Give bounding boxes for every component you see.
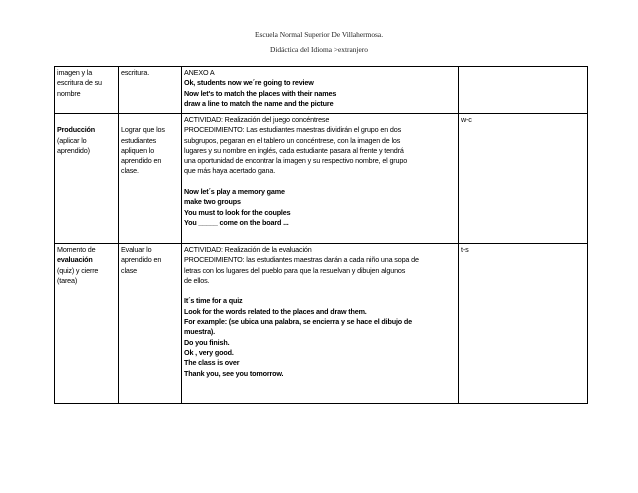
activity-cell: ANEXO A Ok, students now we´re going to review Now let's to match the places with their names draw a line to match the name and the picture	[182, 67, 459, 114]
school-name: Escuela Normal Superior De Villahermosa.	[254, 30, 384, 39]
lesson-plan-table	[54, 66, 588, 404]
course-name: Didáctica del Idioma >extranjero	[270, 45, 368, 54]
activity-cell: ACTIVIDAD: Realización del juego concéntrese PROCEDIMIENTO: Las estudiantes maestras dividirán el grupo en dos subgrupos, pegaran en el tablero un concéntrese, con la imagen de los lugares y su nombre en inglés, cada estudiante pasara al frente y tendrá una oportunidad de encontrar la imagen y su respectivo nombre, el grupo que más haya acertado gana. Now let´s play a memory game make two groups You must to look for the couples You _____ come on the board ...	[182, 114, 459, 244]
table-row	[55, 114, 588, 244]
notes-cell: w-c	[459, 114, 588, 244]
stage-cell: Momento de evaluación (quiz) y cierre (tarea)	[55, 244, 119, 404]
notes-cell: t-s	[459, 244, 588, 404]
objective-cell: Lograr que los estudiantes apliquen lo aprendido en clase.	[119, 114, 182, 244]
activity-cell: ACTIVIDAD: Realización de la evaluación PROCEDIMIENTO: las estudiantes maestras darán a cada niño una sopa de letras con los lugares del pueblo para que la resuelvan y dibujen algunos de ellos. It´s time for a quiz Look for the words related to the places and draw them. For example: (se ubica una palabra, se encierra y se hace el dibujo de muestra). Do you finish. Ok , very good. The class is over Thank you, see you tomorrow.	[182, 244, 459, 404]
objective-cell: escritura.	[119, 67, 182, 114]
table-row	[55, 244, 588, 404]
stage-title: evaluación	[57, 255, 93, 265]
stage-cell: Producción (aplicar lo aprendido)	[55, 114, 119, 244]
stage-title: Producción	[57, 125, 96, 135]
notes-cell	[459, 67, 588, 114]
stage-cell: imagen y la escritura de su nombre	[55, 67, 119, 114]
table-row	[55, 67, 588, 114]
objective-cell: Evaluar lo aprendido en clase	[119, 244, 182, 404]
